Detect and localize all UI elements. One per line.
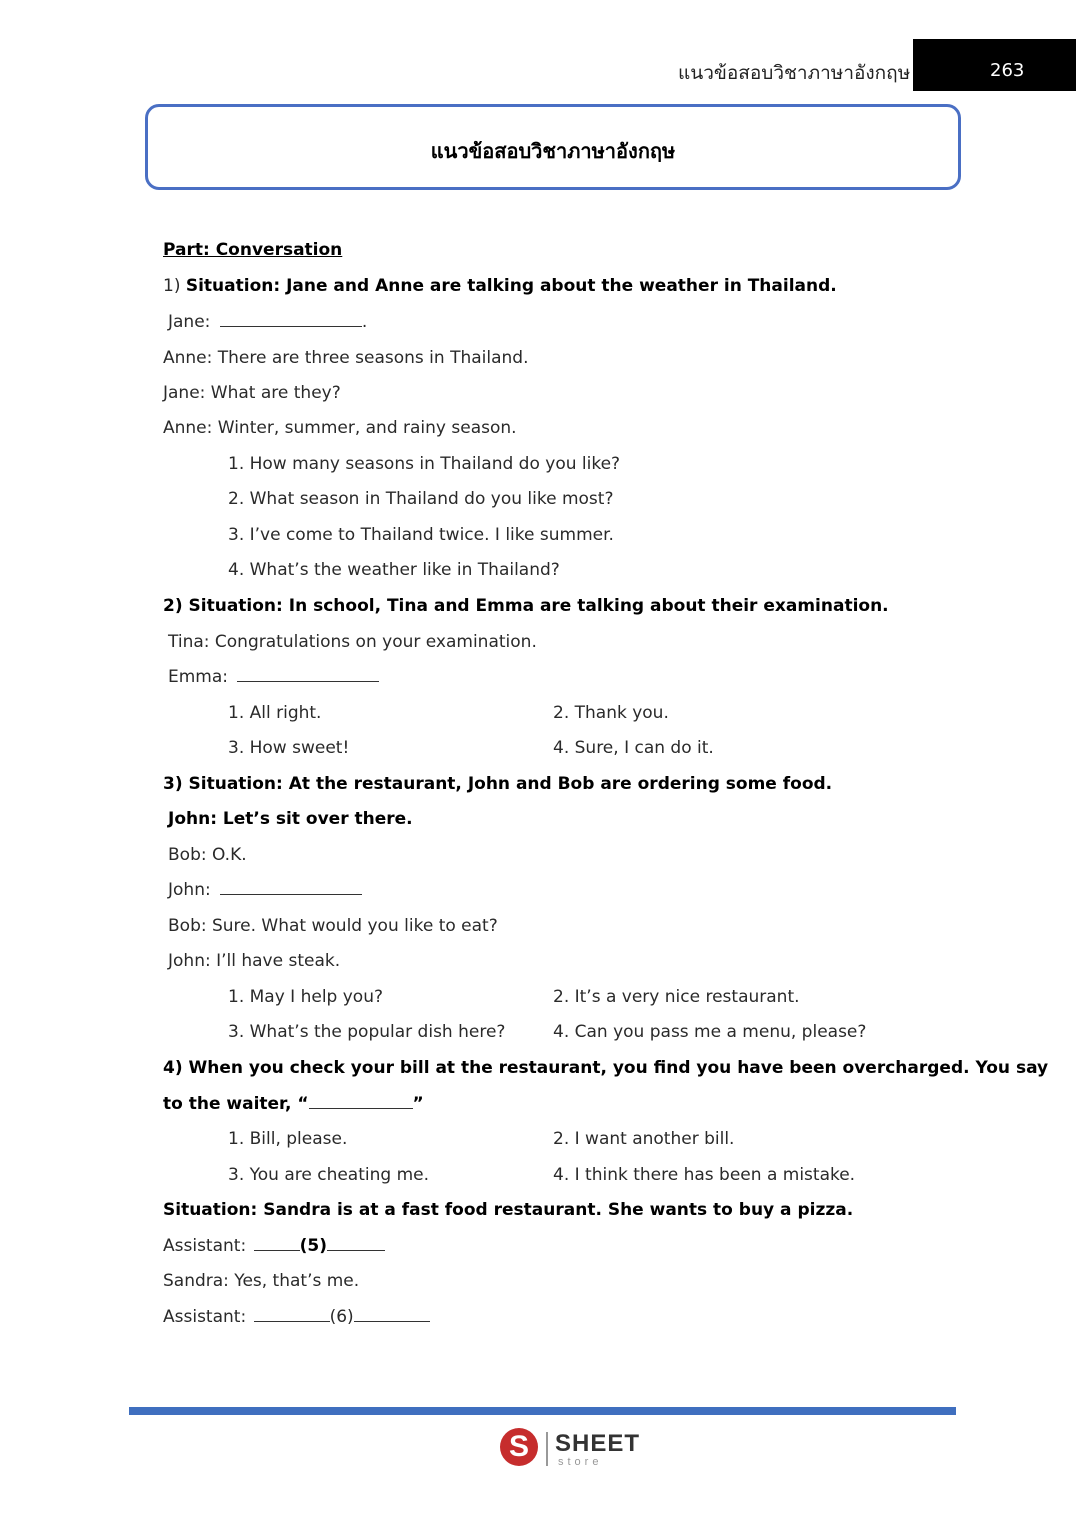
q1-jane-label: Jane: (168, 312, 211, 332)
logo-s-icon: S (500, 1428, 538, 1466)
q2-blank (237, 680, 379, 682)
q2-tina-line: Tina: Congratulations on your examination. (168, 632, 537, 652)
q2-option-4: 4. Sure, I can do it. (553, 738, 714, 758)
q5-blank-number: (5) (299, 1236, 327, 1256)
q2-emma-line (168, 667, 379, 687)
q3-situation: 3) Situation: At the restaurant, John and Bob are ordering some food. (163, 774, 833, 794)
part-heading: Part: Conversation (163, 240, 343, 260)
q5-blank-left (254, 1249, 300, 1251)
q1-situation (163, 276, 837, 296)
footer-bar (129, 1407, 956, 1415)
q4-line2-end: ” (412, 1094, 424, 1114)
q3-blank (220, 893, 362, 895)
q4-option-4: 4. I think there has been a mistake. (553, 1165, 856, 1185)
q4-option-3: 3. You are cheating me. (228, 1165, 430, 1185)
q6-blank-left (254, 1320, 330, 1322)
q3-option-3: 3. What’s the popular dish here? (228, 1022, 506, 1042)
q4-line2-start: to the waiter, “ (163, 1094, 309, 1114)
q1-jane-line: Jane: . (168, 312, 368, 332)
sheet-store-logo (500, 1428, 650, 1470)
running-header-title: แนวข้อสอบวิชาภาษาอังกฤษ (678, 62, 911, 84)
q3-bob-line-2: Bob: Sure. What would you like to eat? (168, 916, 498, 936)
q5-blank-right (327, 1249, 385, 1251)
page-number: 263 (990, 60, 1025, 81)
q1-option-2: 2. What season in Thailand do you like most? (228, 489, 614, 509)
q6-blank-right (354, 1320, 430, 1322)
q5-situation: Situation: Sandra is at a fast food restaurant. She wants to buy a pizza. (163, 1200, 854, 1220)
q1-anne-line-2: Anne: Winter, summer, and rainy season. (163, 418, 517, 438)
q5-assistant-line-1 (163, 1236, 385, 1256)
logo-divider (546, 1432, 548, 1466)
q1-option-4: 4. What’s the weather like in Thailand? (228, 560, 560, 580)
page-title: แนวข้อสอบวิชาภาษาอังกฤษ (430, 139, 676, 163)
logo-word: SHEET (555, 1430, 641, 1457)
q1-option-3: 3. I’ve come to Thailand twice. I like summer. (228, 525, 614, 545)
q4-blank (309, 1107, 413, 1109)
q5-assistant-line-2 (163, 1307, 430, 1327)
q3-option-2: 2. It’s a very nice restaurant. (553, 987, 800, 1007)
q1-anne-line-1: Anne: There are three seasons in Thailand. (163, 348, 529, 368)
q5-assistant-label-2: Assistant: (163, 1307, 247, 1327)
title-box (145, 104, 961, 190)
q1-number: 1) (163, 276, 181, 296)
q2-emma-label: Emma: (168, 667, 229, 687)
logo-subword: store (558, 1456, 603, 1468)
q3-bob-line-1: Bob: O.K. (168, 845, 247, 865)
q1-option-1: 1. How many seasons in Thailand do you like? (228, 454, 621, 474)
q4-option-1: 1. Bill, please. (228, 1129, 348, 1149)
q3-john-line-2 (168, 880, 362, 900)
q3-option-4: 4. Can you pass me a menu, please? (553, 1022, 867, 1042)
q3-option-1: 1. May I help you? (228, 987, 384, 1007)
q6-blank-number: (6) (329, 1307, 354, 1327)
q4-option-2: 2. I want another bill. (553, 1129, 735, 1149)
q1-blank (220, 325, 362, 327)
q4-question-line-1: 4) When you check your bill at the restaurant, you find you have been overcharged. You say (163, 1058, 1049, 1078)
q1-situation-text: Situation: Jane and Anne are talking about the weather in Thailand. (185, 276, 837, 296)
q2-situation: 2) Situation: In school, Tina and Emma are talking about their examination. (163, 596, 889, 616)
q2-option-3: 3. How sweet! (228, 738, 350, 758)
q5-sandra-line: Sandra: Yes, that’s me. (163, 1271, 360, 1291)
q5-assistant-label-1: Assistant: (163, 1236, 247, 1256)
q3-john-line-1: John: Let’s sit over there. (168, 809, 413, 829)
q2-option-2: 2. Thank you. (553, 703, 669, 723)
q3-john-label: John: (168, 880, 211, 900)
q3-john-line-3: John: I’ll have steak. (168, 951, 341, 971)
q4-question-line-2 (163, 1094, 424, 1114)
q1-jane-line-2: Jane: What are they? (163, 383, 341, 403)
q2-option-1: 1. All right. (228, 703, 322, 723)
